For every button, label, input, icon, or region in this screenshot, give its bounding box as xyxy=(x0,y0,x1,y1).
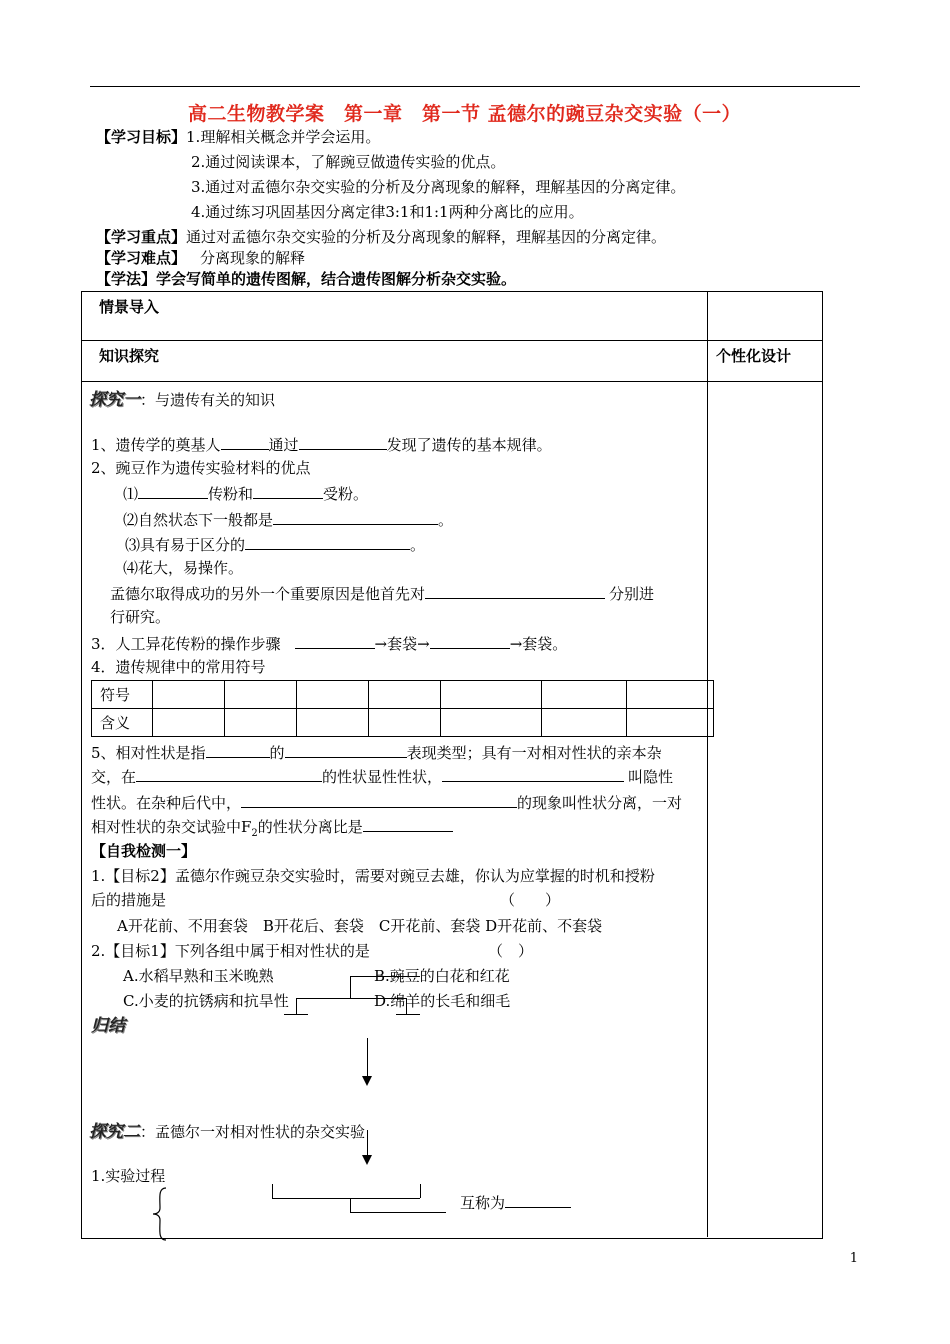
objective-item: 1.理解相关概念并学会运用。 xyxy=(186,128,381,146)
diagram-line xyxy=(272,1198,420,1199)
table-cell[interactable] xyxy=(297,681,369,709)
diagram-line xyxy=(406,998,407,1014)
diagram-line xyxy=(284,1014,308,1015)
explore1-title: ：与遗传有关的知识 xyxy=(140,391,276,409)
question-2-4: ⑷花大，易操作。 xyxy=(123,559,244,577)
q5-text: 5、相对性状是指 xyxy=(91,744,206,762)
selfcheck-q1-cont: 后的措施是 xyxy=(91,891,167,909)
table-cell[interactable] xyxy=(627,709,714,737)
q5-text: 的 xyxy=(269,744,285,762)
answer-blank[interactable] xyxy=(253,482,323,499)
q3-text: 3．人工异花传粉的操作步骤 xyxy=(91,635,281,653)
q2-text: 分别进 xyxy=(609,585,655,603)
down-arrow-icon xyxy=(362,1155,372,1165)
table-cell[interactable] xyxy=(297,709,369,737)
question-5-cont-2 xyxy=(91,791,682,814)
answer-blank[interactable] xyxy=(273,508,438,525)
answer-blank[interactable] xyxy=(285,741,407,758)
diagram-line xyxy=(396,1014,420,1015)
answer-blank[interactable] xyxy=(299,433,387,450)
q1-text: 通过 xyxy=(268,436,299,454)
answer-paren[interactable]: （ ） xyxy=(488,942,534,960)
table-row xyxy=(92,709,714,737)
q2-text: ⑶具有易于区分的 xyxy=(125,536,246,554)
difficulty-text: 分离现象的解释 xyxy=(200,249,306,267)
summary-tag: 归结 xyxy=(91,1016,125,1036)
table-cell[interactable] xyxy=(441,709,542,737)
answer-blank[interactable] xyxy=(206,741,270,758)
option-c: C.小麦的抗锈病和抗旱性 xyxy=(123,992,289,1010)
q5-text: 的性状分离比是 xyxy=(257,818,363,836)
explore2-title: ：孟德尔一对相对性状的杂交实验 xyxy=(140,1123,366,1141)
table-cell[interactable] xyxy=(627,681,714,709)
method-text: 学会写简单的遗传图解，结合遗传图解分析杂交实验。 xyxy=(156,270,517,288)
objective-item: 4.通过练习巩固基因分离定律3:1和1:1两种分离比的应用。 xyxy=(191,203,584,221)
down-arrow-shaft xyxy=(367,1038,368,1076)
diagram-line xyxy=(296,998,297,1014)
answer-blank[interactable] xyxy=(241,791,517,808)
table-row xyxy=(92,681,714,709)
page-number: 1 xyxy=(849,1251,858,1266)
answer-blank[interactable] xyxy=(442,765,624,782)
selfcheck-q1-options: A开花前、不用套袋 B开花后、套袋 C开花前、套袋 D开花前、不套袋 xyxy=(117,917,603,935)
q1-text: 1、遗传学的奠基人 xyxy=(91,436,221,454)
q5-text: 表现类型；具有一对相对性状的亲本杂 xyxy=(406,744,662,762)
table-cell[interactable] xyxy=(369,709,441,737)
document-title: 高二生物教学案 第一章 第一节 孟德尔的豌豆杂交实验（一） xyxy=(188,103,742,125)
focus-text: 通过对孟德尔杂交实验的分析及分离现象的解释，理解基因的分离定律。 xyxy=(186,228,667,246)
mutual-label: 互称为 xyxy=(460,1194,506,1212)
table-cell[interactable] xyxy=(441,681,542,709)
row-divider xyxy=(81,381,822,382)
experiment-step-1: 1.实验过程 xyxy=(91,1167,166,1185)
difficulty-label: 【学习难点】 xyxy=(96,249,187,267)
q2-text: 受粉。 xyxy=(323,485,369,503)
meaning-row-label: 含义 xyxy=(92,709,153,737)
explore-header: 知识探究 xyxy=(99,347,160,365)
method-row xyxy=(96,268,516,290)
diagram-line xyxy=(420,1184,421,1198)
table-cell[interactable] xyxy=(542,681,627,709)
q5-subscript: 2 xyxy=(251,828,258,839)
q5-text: 叫隐性 xyxy=(628,768,674,786)
method-label: 【学法】 xyxy=(96,270,157,288)
left-brace-icon xyxy=(150,1186,170,1242)
answer-blank[interactable] xyxy=(245,533,410,550)
selfcheck-q2: 2.【目标1】下列各组中属于相对性状的是 xyxy=(91,942,370,960)
question-2-5-cont: 行研究。 xyxy=(110,608,171,626)
q2-text: 孟德尔取得成功的另外一个重要原因是他首先对 xyxy=(110,585,426,603)
diagram-line xyxy=(272,1184,273,1198)
option-b: B.豌豆的白花和红花 xyxy=(374,967,510,985)
explore2-tag: 探究二 xyxy=(89,1122,140,1142)
diagram-line xyxy=(296,998,406,999)
down-arrow-shaft xyxy=(367,1130,368,1155)
answer-blank[interactable] xyxy=(505,1191,571,1208)
selfcheck-q1: 1.【目标2】孟德尔作豌豆杂交实验时，需要对豌豆去雄，你认为应掌握的时机和授粉 xyxy=(91,867,655,885)
answer-blank[interactable] xyxy=(138,482,208,499)
header-rule xyxy=(90,86,860,87)
focus-row xyxy=(96,226,666,248)
difficulty-row xyxy=(96,247,305,269)
question-5-cont-1 xyxy=(91,765,673,788)
q5-text: 的性状显性性状， xyxy=(322,768,443,786)
question-1 xyxy=(91,433,552,456)
explore1-tag: 探究一 xyxy=(89,390,140,410)
answer-blank[interactable] xyxy=(221,433,269,450)
q2-text: ⑴ xyxy=(123,485,139,503)
question-4: 4．遗传规律中的常用符号 xyxy=(91,658,266,676)
selfcheck-label: 【自我检测一】 xyxy=(91,842,197,860)
table-cell[interactable] xyxy=(542,709,627,737)
table-cell[interactable] xyxy=(369,681,441,709)
diagram-line xyxy=(350,976,351,998)
question-2-1 xyxy=(123,482,368,505)
table-cell[interactable] xyxy=(153,709,225,737)
answer-paren[interactable]: （ ） xyxy=(500,891,561,909)
q5-text: 相对性状的杂交试验中F xyxy=(91,818,252,836)
q2-text: 。 xyxy=(438,511,454,529)
mutual-term xyxy=(460,1191,571,1214)
table-cell[interactable] xyxy=(225,681,297,709)
q5-text: 的现象叫性状分离，一对 xyxy=(517,794,683,812)
objective-item: 3.通过对孟德尔杂交实验的分析及分离现象的解释，理解基因的分离定律。 xyxy=(191,178,686,196)
q2-text: ⑵自然状态下一般都是 xyxy=(123,511,274,529)
column-divider xyxy=(707,291,708,1237)
question-5 xyxy=(91,741,662,764)
q2-text: 。 xyxy=(410,536,426,554)
table-cell[interactable] xyxy=(153,681,225,709)
objectives-label: 【学习目标】 xyxy=(96,128,187,146)
q5-text: 性状。在杂种后代中， xyxy=(91,794,242,812)
row-divider xyxy=(81,340,822,341)
down-arrow-icon xyxy=(362,1076,372,1086)
answer-blank[interactable] xyxy=(430,632,510,649)
q2-text: 传粉和 xyxy=(208,485,254,503)
q3-text: →套袋。 xyxy=(509,635,568,653)
question-2-3 xyxy=(125,533,425,556)
question-2-5 xyxy=(110,582,654,605)
focus-label: 【学习重点】 xyxy=(96,228,187,246)
answer-blank[interactable] xyxy=(425,582,605,599)
personal-header: 个性化设计 xyxy=(716,347,792,365)
question-2-2 xyxy=(123,508,453,531)
diagram-line xyxy=(350,1198,351,1212)
option-a: A.水稻早熟和玉米晚熟 xyxy=(123,967,274,985)
intro-header: 情景导入 xyxy=(99,298,160,316)
diagram-line xyxy=(350,1212,446,1213)
objectives-row-1 xyxy=(96,126,380,148)
q1-text: 发现了遗传的基本规律。 xyxy=(386,436,552,454)
answer-blank[interactable] xyxy=(363,815,453,832)
q3-text: →套袋→ xyxy=(374,635,430,653)
question-3 xyxy=(91,632,567,655)
answer-blank[interactable] xyxy=(136,765,322,782)
explore1-heading xyxy=(89,385,275,410)
q5-text: 交，在 xyxy=(91,768,137,786)
table-cell[interactable] xyxy=(225,709,297,737)
explore2-heading xyxy=(89,1117,365,1142)
objective-item: 2.通过阅读课本，了解豌豆做遗传实验的优点。 xyxy=(191,153,506,171)
symbol-row-label: 符号 xyxy=(92,681,153,709)
symbol-table xyxy=(91,680,714,737)
question-2: 2、豌豆作为遗传实验材料的优点 xyxy=(91,459,311,477)
option-d: D.绵羊的长毛和细毛 xyxy=(374,992,511,1010)
diagram-line xyxy=(350,976,420,977)
answer-blank[interactable] xyxy=(295,632,375,649)
